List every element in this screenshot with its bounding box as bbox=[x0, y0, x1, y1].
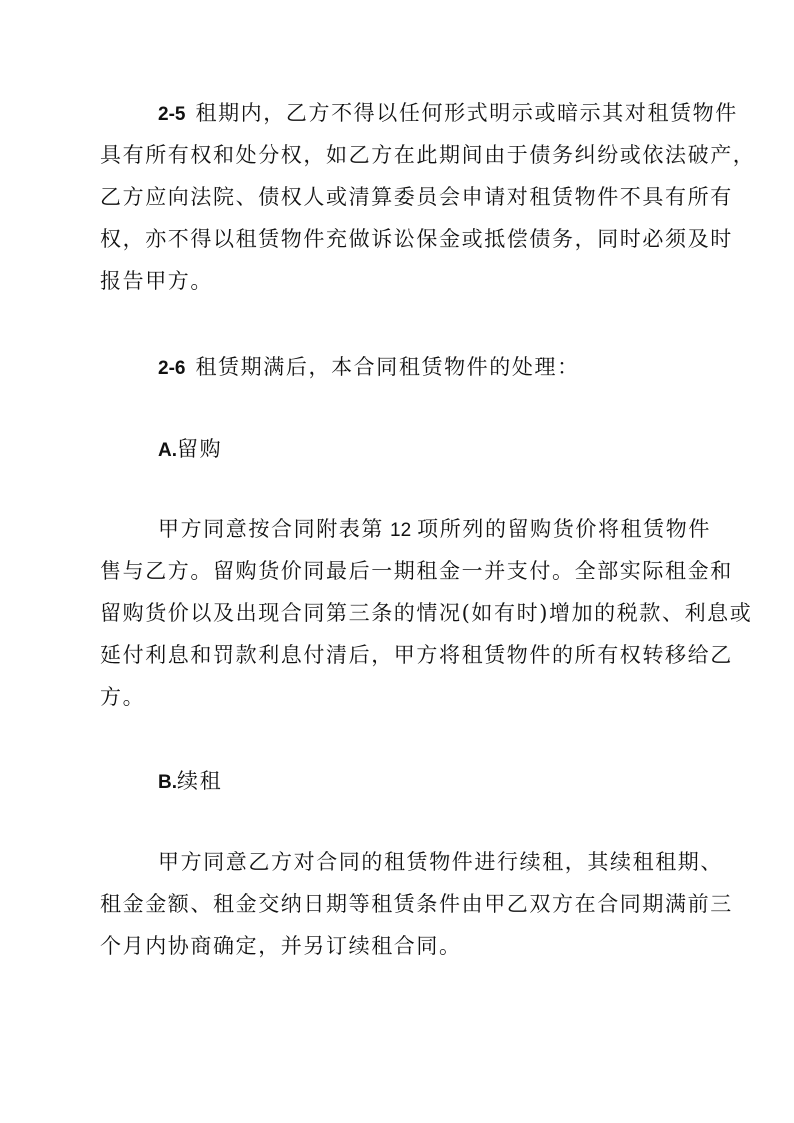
option-b-line-1: 甲方同意乙方对合同的租赁物件进行续租，其续租租期、 bbox=[158, 850, 723, 874]
option-a-line-4: 延付利息和罚款利息付清后，甲方将租赁物件的所有权转移给乙 bbox=[100, 643, 733, 667]
section-2-6 bbox=[100, 346, 720, 388]
option-b-line-2: 租金金额、租金交纳日期等租赁条件由甲乙双方在合同期满前三 bbox=[100, 892, 733, 916]
section-2-6-number: 2-6 bbox=[158, 358, 186, 379]
option-a-line-1 bbox=[100, 508, 720, 550]
option-a-line-2: 售与乙方。留购货价同最后一期租金一并支付。全部实际租金和 bbox=[100, 559, 733, 583]
option-b-body bbox=[100, 841, 733, 967]
option-a-heading bbox=[100, 428, 720, 470]
section-2-5-line-4: 权，亦不得以租赁物件充做诉讼保金或抵偿债务，同时必须及时 bbox=[100, 227, 733, 251]
section-2-6-heading-text: 租赁期满后，本合同租赁物件的处理： bbox=[195, 355, 580, 379]
option-b-marker: B. bbox=[158, 772, 177, 793]
section-2-5-line-2: 具有所有权和处分权，如乙方在此期间由于债务纠纷或依法破产， bbox=[100, 143, 756, 167]
option-a-body bbox=[100, 508, 753, 718]
option-a-line-1-before: 甲方同意按合同附表第 bbox=[158, 517, 384, 541]
option-a-line-1-after: 项所列的留购货价将租赁物件 bbox=[417, 517, 711, 541]
option-a-line-1-number: 12 bbox=[390, 520, 412, 541]
option-a-line-3: 留购货价以及出现合同第三条的情况(如有时)增加的税款、利息或 bbox=[100, 601, 753, 625]
section-2-5-number: 2-5 bbox=[158, 104, 186, 125]
section-2-5-text-1: 租期内，乙方不得以任何形式明示或暗示其对租赁物件 bbox=[195, 101, 738, 125]
option-b-heading bbox=[100, 760, 720, 802]
option-a-line-5: 方。 bbox=[100, 685, 146, 709]
section-2-5-line-3: 乙方应向法院、债权人或清算委员会申请对租赁物件不具有所有 bbox=[100, 185, 733, 209]
section-2-6-heading bbox=[100, 346, 720, 388]
section-2-5-line-1 bbox=[100, 92, 738, 134]
option-b-title: 续租 bbox=[177, 769, 223, 793]
option-a-marker: A. bbox=[158, 440, 177, 461]
section-2-5 bbox=[100, 92, 756, 302]
option-a-title: 留购 bbox=[177, 437, 223, 461]
section-2-5-line-5: 报告甲方。 bbox=[100, 269, 213, 293]
option-b-line-3: 个月内协商确定，并另订续租合同。 bbox=[100, 934, 462, 958]
